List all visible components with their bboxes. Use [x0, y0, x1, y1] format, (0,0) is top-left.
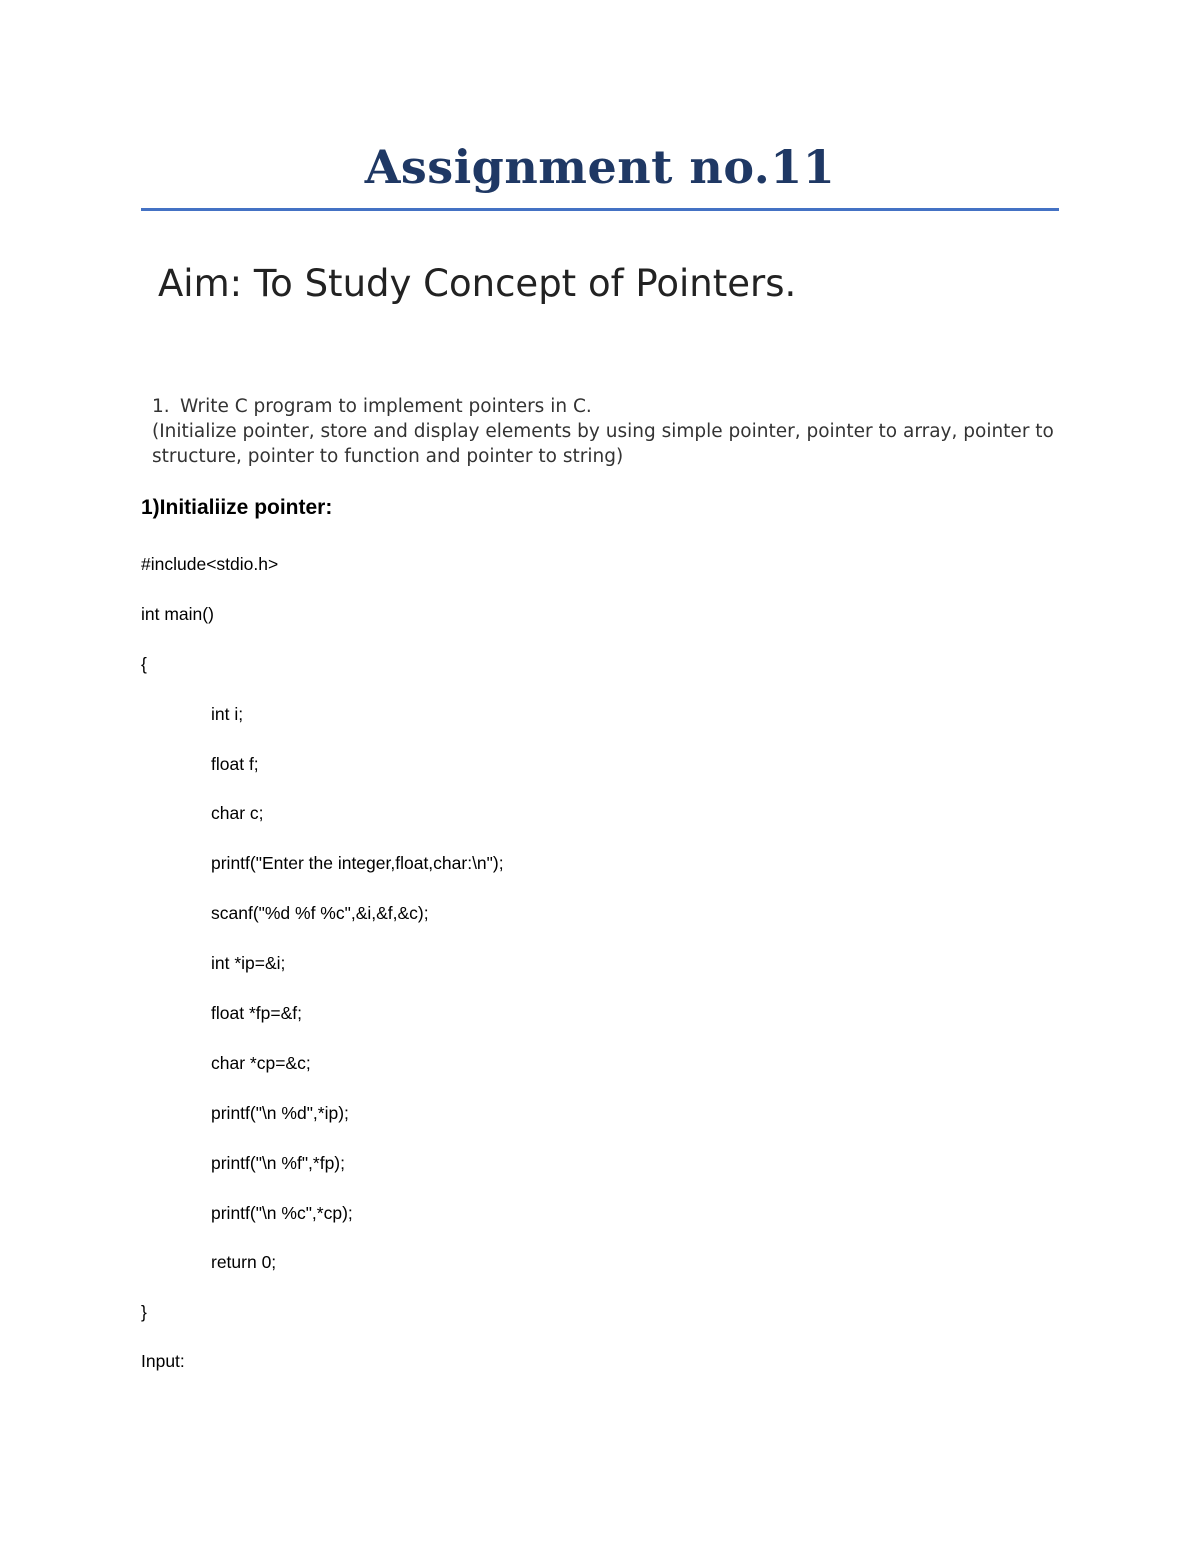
- code-line: int main(): [141, 603, 214, 624]
- code-line: float f;: [211, 753, 259, 774]
- title-underline-divider: [141, 208, 1059, 211]
- code-listing: [141, 552, 504, 1350]
- code-line: printf("\n %f",*fp);: [211, 1152, 345, 1173]
- task-text: Write C program to implement pointers in C.: [180, 396, 592, 417]
- code-line: printf("Enter the integer,float,char:\n");: [211, 853, 504, 874]
- section-heading: 1)Initialiize pointer:: [141, 496, 333, 519]
- code-line: char *cp=&c;: [211, 1052, 311, 1073]
- task-line-1: [152, 394, 1052, 419]
- code-line: #include<stdio.h>: [141, 554, 279, 574]
- code-line: {: [141, 653, 147, 674]
- aim-statement: Aim: To Study Concept of Pointers.: [158, 262, 797, 305]
- task-line-3: structure, pointer to function and pointer to string): [152, 446, 624, 467]
- document-title: Assignment no.11: [364, 140, 836, 194]
- task-line-2: (Initialize pointer, store and display elements by using simple pointer, pointer to array, pointer to: [152, 421, 1054, 442]
- code-line: printf("\n %d",*ip);: [211, 1102, 349, 1123]
- input-label: Input:: [141, 1351, 185, 1371]
- code-line: float *fp=&f;: [211, 1003, 302, 1024]
- task-description: [152, 394, 1052, 469]
- task-number: 1.: [152, 396, 170, 417]
- code-line: int i;: [211, 703, 244, 724]
- code-line: }: [141, 1302, 147, 1323]
- code-line: char c;: [211, 803, 264, 824]
- code-line: return 0;: [211, 1252, 277, 1273]
- code-line: scanf("%d %f %c",&i,&f,&c);: [211, 903, 429, 924]
- code-line: printf("\n %c",*cp);: [211, 1202, 353, 1223]
- code-line: int *ip=&i;: [211, 953, 286, 974]
